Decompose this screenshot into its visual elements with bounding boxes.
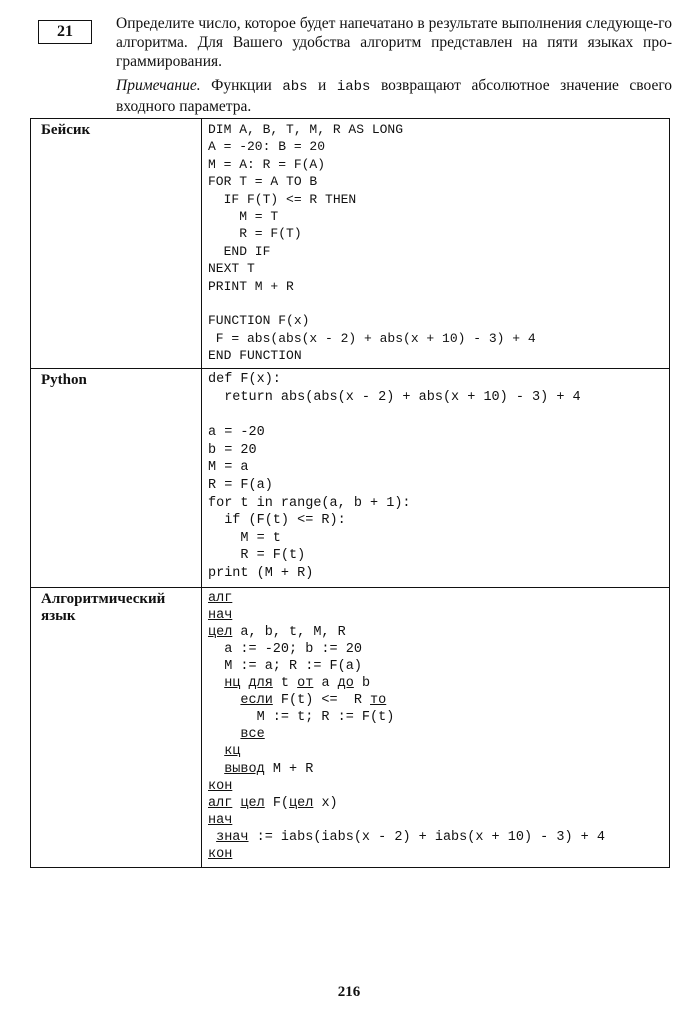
keyword: цел: [240, 795, 265, 811]
keyword: до: [337, 676, 354, 692]
code-line: [208, 812, 669, 829]
code-line: a = -20: [208, 425, 265, 441]
code-text: := iabs(iabs(x - 2) + iabs(x + 10) - 3) + 4: [248, 829, 605, 845]
note-and: и: [318, 77, 327, 94]
code-text: [208, 762, 224, 777]
code-line: [208, 692, 669, 709]
code-text: x): [313, 795, 338, 811]
lang-name-basic: Бейсик: [31, 119, 202, 369]
code-text: M := a; R := F(a): [208, 658, 362, 674]
note-text-2: возвращают абсолютное значение своего входного параметра.: [116, 77, 673, 115]
note-text-1: Функции: [211, 77, 272, 94]
row-basic: [31, 119, 670, 369]
code-line: [208, 795, 669, 812]
keyword: нач: [208, 812, 233, 828]
code-line: IF F(T) <= R THEN: [208, 191, 357, 207]
code-line: NEXT T: [208, 261, 255, 277]
code-line: F = abs(abs(x - 2) + abs(x + 10) - 3) + 4: [208, 330, 536, 346]
lang-name-python: Python: [31, 369, 202, 587]
code-line: [208, 743, 669, 760]
code-line: R = F(a): [208, 478, 273, 494]
keyword: вывод: [224, 761, 265, 777]
code-text: b: [353, 676, 371, 692]
code-text: [208, 744, 224, 759]
keyword: цел: [208, 624, 233, 640]
keyword: все: [240, 727, 265, 743]
keyword: от: [297, 676, 314, 692]
code-text: M + R: [264, 761, 314, 777]
code-line: if (F(t) <= R):: [208, 513, 346, 529]
keyword: алг: [208, 795, 233, 811]
code-text: F(t) <= R: [272, 693, 371, 709]
code-line: [208, 607, 669, 624]
note-func-abs: abs: [282, 79, 308, 95]
code-line: [208, 295, 669, 312]
code-line: FUNCTION F(x): [208, 313, 310, 329]
code-line: [208, 709, 669, 726]
code-line: R = F(T): [208, 226, 302, 242]
code-line: M = t: [208, 530, 281, 546]
code-line: [208, 846, 669, 863]
code-line: print (M + R): [208, 566, 314, 581]
keyword: цел: [289, 795, 314, 811]
code-text: a: [313, 676, 338, 692]
code-line: for t in range(a, b + 1):: [208, 495, 411, 511]
code-line: return abs(abs(x - 2) + abs(x + 10) - 3) + 4: [208, 390, 581, 406]
code-line: [208, 829, 669, 846]
code-table: [30, 118, 670, 868]
note-label: Примечание.: [116, 77, 201, 94]
task-statement: Определите число, которое будет напечатано в результате выполнения следующе-го алгоритма. Для Вашего удобства алгоритм представлен на пяти языках про-граммирования.: [116, 15, 672, 70]
keyword: то: [370, 693, 387, 709]
code-line: b = 20: [208, 442, 257, 458]
code-line: M = A: R = F(A): [208, 156, 326, 172]
code-line: [208, 624, 669, 641]
keyword: нц: [224, 676, 241, 692]
code-line: [208, 658, 669, 675]
task-note: [116, 76, 672, 116]
code-line: [208, 726, 669, 743]
code-text: [208, 830, 216, 845]
code-text: [208, 676, 224, 691]
keyword: кон: [208, 778, 233, 794]
code-python: [202, 369, 670, 587]
code-line: [208, 407, 669, 425]
code-text: [240, 676, 248, 691]
keyword: для: [248, 676, 273, 692]
task-number: 21: [57, 23, 73, 40]
code-text: [208, 727, 240, 742]
code-line: def F(x):: [208, 372, 281, 388]
row-algorithmic: [31, 587, 670, 868]
keyword: нач: [208, 607, 233, 623]
code-line: FOR T = A TO B: [208, 174, 318, 190]
keyword: знач: [216, 829, 249, 845]
note-func-iabs: iabs: [336, 79, 371, 95]
lang-name-algorithmic: Алгоритмический язык: [31, 587, 202, 868]
code-algorithmic: [202, 587, 670, 868]
code-line: [208, 641, 669, 658]
code-text: F(: [264, 795, 290, 811]
task-number-box: [38, 20, 92, 44]
code-text: t: [272, 676, 298, 692]
page-number: 216: [337, 984, 361, 1000]
code-line: R = F(t): [208, 548, 306, 564]
keyword: кц: [224, 744, 241, 760]
code-line: [208, 590, 669, 607]
code-text: a, b, t, M, R: [232, 624, 346, 640]
code-line: END IF: [208, 243, 271, 259]
code-line: [208, 778, 669, 795]
keyword: алг: [208, 590, 233, 606]
code-text: a := -20; b := 20: [208, 641, 362, 657]
keyword: если: [240, 693, 273, 709]
row-python: [31, 369, 670, 587]
code-line: A = -20: B = 20: [208, 139, 326, 155]
keyword: кон: [208, 847, 233, 862]
code-line: [208, 675, 669, 692]
code-basic: [202, 119, 670, 369]
code-text: M := t; R := F(t): [208, 710, 395, 726]
code-line: PRINT M + R: [208, 278, 294, 294]
code-line: M = a: [208, 460, 249, 476]
code-line: [208, 761, 669, 778]
code-line: END FUNCTION: [208, 348, 302, 364]
code-text: [208, 693, 240, 708]
code-line: DIM A, B, T, M, R AS LONG: [208, 122, 404, 137]
code-line: M = T: [208, 208, 279, 224]
